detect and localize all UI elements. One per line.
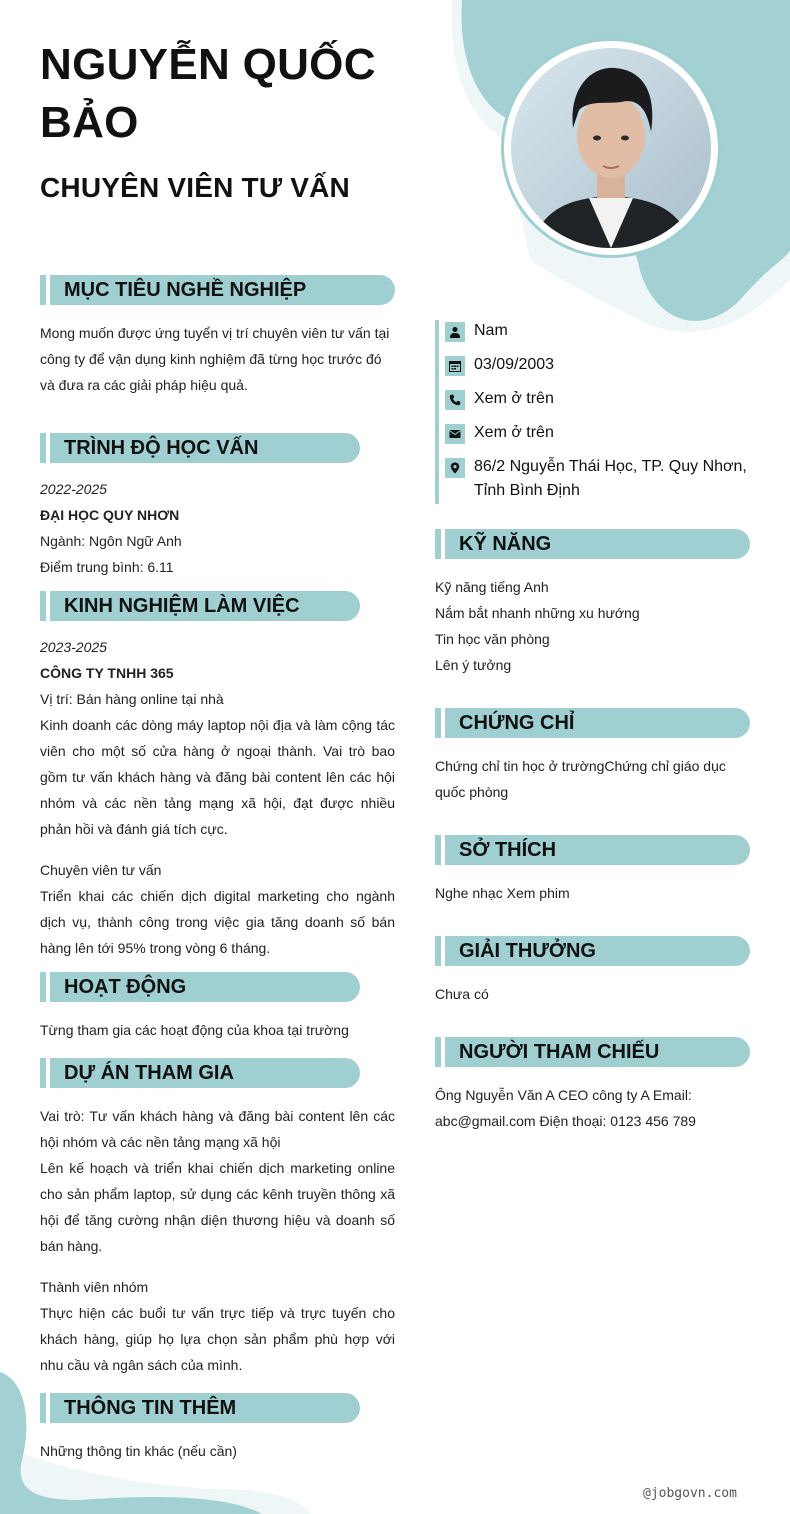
contact-gender (445, 319, 754, 343)
experience-block (40, 634, 395, 961)
section-experience-header (40, 591, 360, 621)
section-bar (435, 936, 441, 966)
section-pill (50, 591, 360, 621)
project-description-1: Lên kế hoạch và triển khai chiến dịch marketing online cho sản phẩm laptop, sử dụng các kênh truyền thông xã hội để tăng cường nhận diện thương hiệu và doanh số bán hàng. (40, 1160, 395, 1254)
skill-item: Lên ý tưởng (435, 657, 512, 673)
references-text: Ông Nguyễn Văn A CEO công ty A Email: abc@gmail.com Điện thoại: 0123 456 789 (435, 1087, 696, 1129)
section-pill (445, 835, 750, 865)
section-education-header (40, 433, 360, 463)
section-references-header (435, 1037, 750, 1067)
certificates-text: Chứng chỉ tin học ở trườngChứng chỉ giáo dục quốc phòng (435, 758, 726, 800)
project-role-1: Vai trò: Tư vấn khách hàng và đăng bài content lên các hội nhóm và các nền tảng mạng xã hội (40, 1108, 395, 1150)
section-title: SỞ THÍCH (459, 838, 557, 861)
person-icon (445, 322, 465, 342)
skill-item: Kỹ năng tiếng Anh (435, 579, 549, 595)
contact-birthdate-text: 03/09/2003 (474, 356, 555, 373)
section-title: NGƯỜI THAM CHIẾU (459, 1040, 660, 1063)
section-pill (445, 1037, 750, 1067)
section-objective-header (40, 275, 395, 305)
section-title: HOẠT ĐỘNG (64, 975, 187, 998)
experience-company: CÔNG TY TNHH 365 (40, 665, 174, 681)
section-awards-header (435, 936, 750, 966)
candidate-name: NGUYỄN QUỐC BẢO (40, 40, 376, 147)
calendar-icon (445, 356, 465, 376)
section-projects-header (40, 1058, 360, 1088)
contact-birthdate (445, 353, 754, 377)
section-bar (40, 1058, 46, 1088)
contact-divider (435, 320, 439, 504)
section-pill (50, 972, 360, 1002)
skill-item: Nắm bắt nhanh những xu hướng (435, 605, 640, 621)
awards-text: Chưa có (435, 986, 489, 1002)
section-title: CHỨNG CHỈ (459, 711, 575, 734)
section-bar (435, 1037, 441, 1067)
section-title: MỤC TIÊU NGHỀ NGHIỆP (64, 278, 307, 301)
education-gpa: Điểm trung bình: 6.11 (40, 559, 174, 575)
contact-gender-text: Nam (474, 322, 508, 339)
experience-position-2: Chuyên viên tư vấn (40, 862, 162, 878)
section-hobbies-header (435, 835, 750, 865)
education-period: 2022-2025 (40, 481, 107, 497)
skill-item: Tin học văn phòng (435, 631, 550, 647)
hobbies-text: Nghe nhạc Xem phim (435, 885, 570, 901)
section-title: THÔNG TIN THÊM (64, 1396, 237, 1419)
section-bar (435, 835, 441, 865)
section-pill (50, 433, 360, 463)
education-block (40, 476, 395, 580)
projects-block (40, 1103, 395, 1378)
section-pill (445, 936, 750, 966)
email-icon (445, 424, 465, 444)
profile-photo (511, 48, 711, 248)
experience-position: Vị trí: Bán hàng online tại nhà (40, 691, 224, 707)
contact-email-text: Xem ở trên (474, 424, 554, 441)
section-pill (50, 1058, 360, 1088)
section-bar (40, 591, 46, 621)
section-title: DỰ ÁN THAM GIA (64, 1061, 234, 1084)
contact-phone-text: Xem ở trên (474, 390, 554, 407)
additional-text: Những thông tin khác (nếu cần) (40, 1443, 237, 1459)
education-major: Ngành: Ngôn Ngữ Anh (40, 533, 182, 549)
section-additional-header (40, 1393, 360, 1423)
skills-list (435, 574, 750, 678)
section-bar (40, 1393, 46, 1423)
contact-address (445, 455, 754, 503)
section-bar (435, 708, 441, 738)
section-pill (50, 275, 395, 305)
project-description-2: Thực hiện các buổi tư vấn trực tiếp và trực tuyến cho khách hàng, giúp họ lựa chọn sản phẩm phù hợp với nhu cầu và ngân sách của mình. (40, 1305, 395, 1373)
job-title: CHUYÊN VIÊN TƯ VẤN (40, 172, 350, 203)
section-skills-header (435, 529, 750, 559)
section-pill (445, 708, 750, 738)
section-certificates-header (435, 708, 750, 738)
section-pill (445, 529, 750, 559)
activities-text: Từng tham gia các hoạt động của khoa tại trường (40, 1022, 349, 1038)
contact-address-text: 86/2 Nguyễn Thái Học, TP. Quy Nhơn, Tỉnh Bình Định (474, 458, 747, 499)
section-bar (435, 529, 441, 559)
contact-email (445, 421, 754, 445)
section-pill (50, 1393, 360, 1423)
section-title: KINH NGHIỆM LÀM VIỆC (64, 594, 300, 617)
section-title: GIẢI THƯỞNG (459, 939, 596, 962)
watermark: @jobgovn.com (643, 1486, 737, 1501)
section-activities-header (40, 972, 360, 1002)
section-bar (40, 433, 46, 463)
contact-phone (445, 387, 754, 411)
experience-period: 2023-2025 (40, 639, 107, 655)
objective-text: Mong muốn được ứng tuyển vị trí chuyên viên tư vấn tại công ty để vận dụng kinh nghiệm đã từng học trước đó và đưa ra các giải pháp hiệu quả. (40, 325, 390, 393)
experience-description: Kinh doanh các dòng máy laptop nội địa và làm cộng tác viên cho một số cửa hàng ở ngoại thành. Vai trò bao gồm tư vấn khách hàng và đăng bài content lên các hội nhóm và các nền tảng mạng xã hội, đạt được nhiều phản hồi và đánh giá tích cực. (40, 717, 395, 837)
project-role-2: Thành viên nhóm (40, 1279, 149, 1295)
section-bar (40, 972, 46, 1002)
experience-description-2: Triển khai các chiến dịch digital marketing cho ngành dịch vụ, thành công trong việc gia tăng doanh số bán hàng lên tới 95% trong vòng 6 tháng. (40, 888, 395, 956)
section-title: TRÌNH ĐỘ HỌC VẤN (64, 436, 259, 459)
section-title: KỸ NĂNG (459, 532, 552, 555)
phone-icon (445, 390, 465, 410)
education-school: ĐẠI HỌC QUY NHƠN (40, 507, 180, 523)
section-bar (40, 275, 46, 305)
location-pin-icon (445, 458, 465, 478)
